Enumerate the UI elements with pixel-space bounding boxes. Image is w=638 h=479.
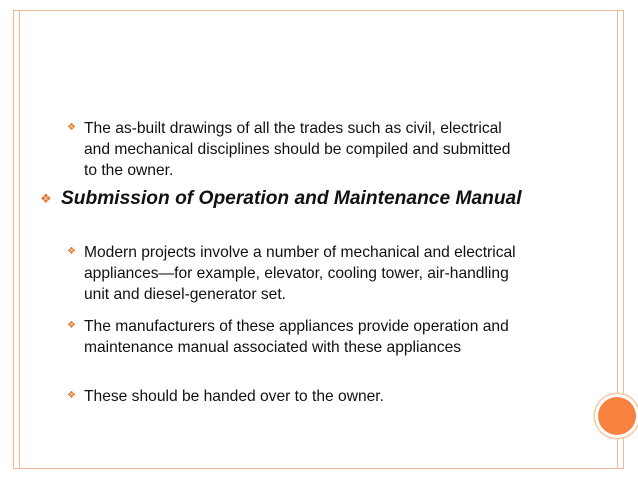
diamond-bullet-icon: ❖ (67, 320, 76, 331)
diamond-bullet-icon: ❖ (67, 246, 76, 257)
bullet-heading-text: Submission of Operation and Maintenance Manual (61, 188, 522, 209)
bullet-text: The manufacturers of these appliances provide operation and maintenance manual associated with these appliances (84, 318, 509, 356)
bullet-item (67, 386, 524, 407)
bullet-item (67, 316, 524, 358)
diamond-bullet-icon: ❖ (67, 122, 76, 133)
diamond-bullet-icon: ❖ (40, 192, 52, 207)
diamond-bullet-icon: ❖ (67, 390, 76, 401)
bullet-item (67, 118, 524, 181)
bullet-text: Modern projects involve a number of mechanical and electrical appliances—for example, elevator, cooling tower, air-handling unit and diesel-generator set. (84, 244, 516, 303)
bullet-text: These should be handed over to the owner. (84, 388, 384, 405)
bullet-item-heading (40, 187, 531, 211)
bullet-item (67, 242, 534, 305)
bullet-text: The as-built drawings of all the trades such as civil, electrical and mechanical disciplines should be compiled and submitted to the owner. (84, 120, 511, 179)
